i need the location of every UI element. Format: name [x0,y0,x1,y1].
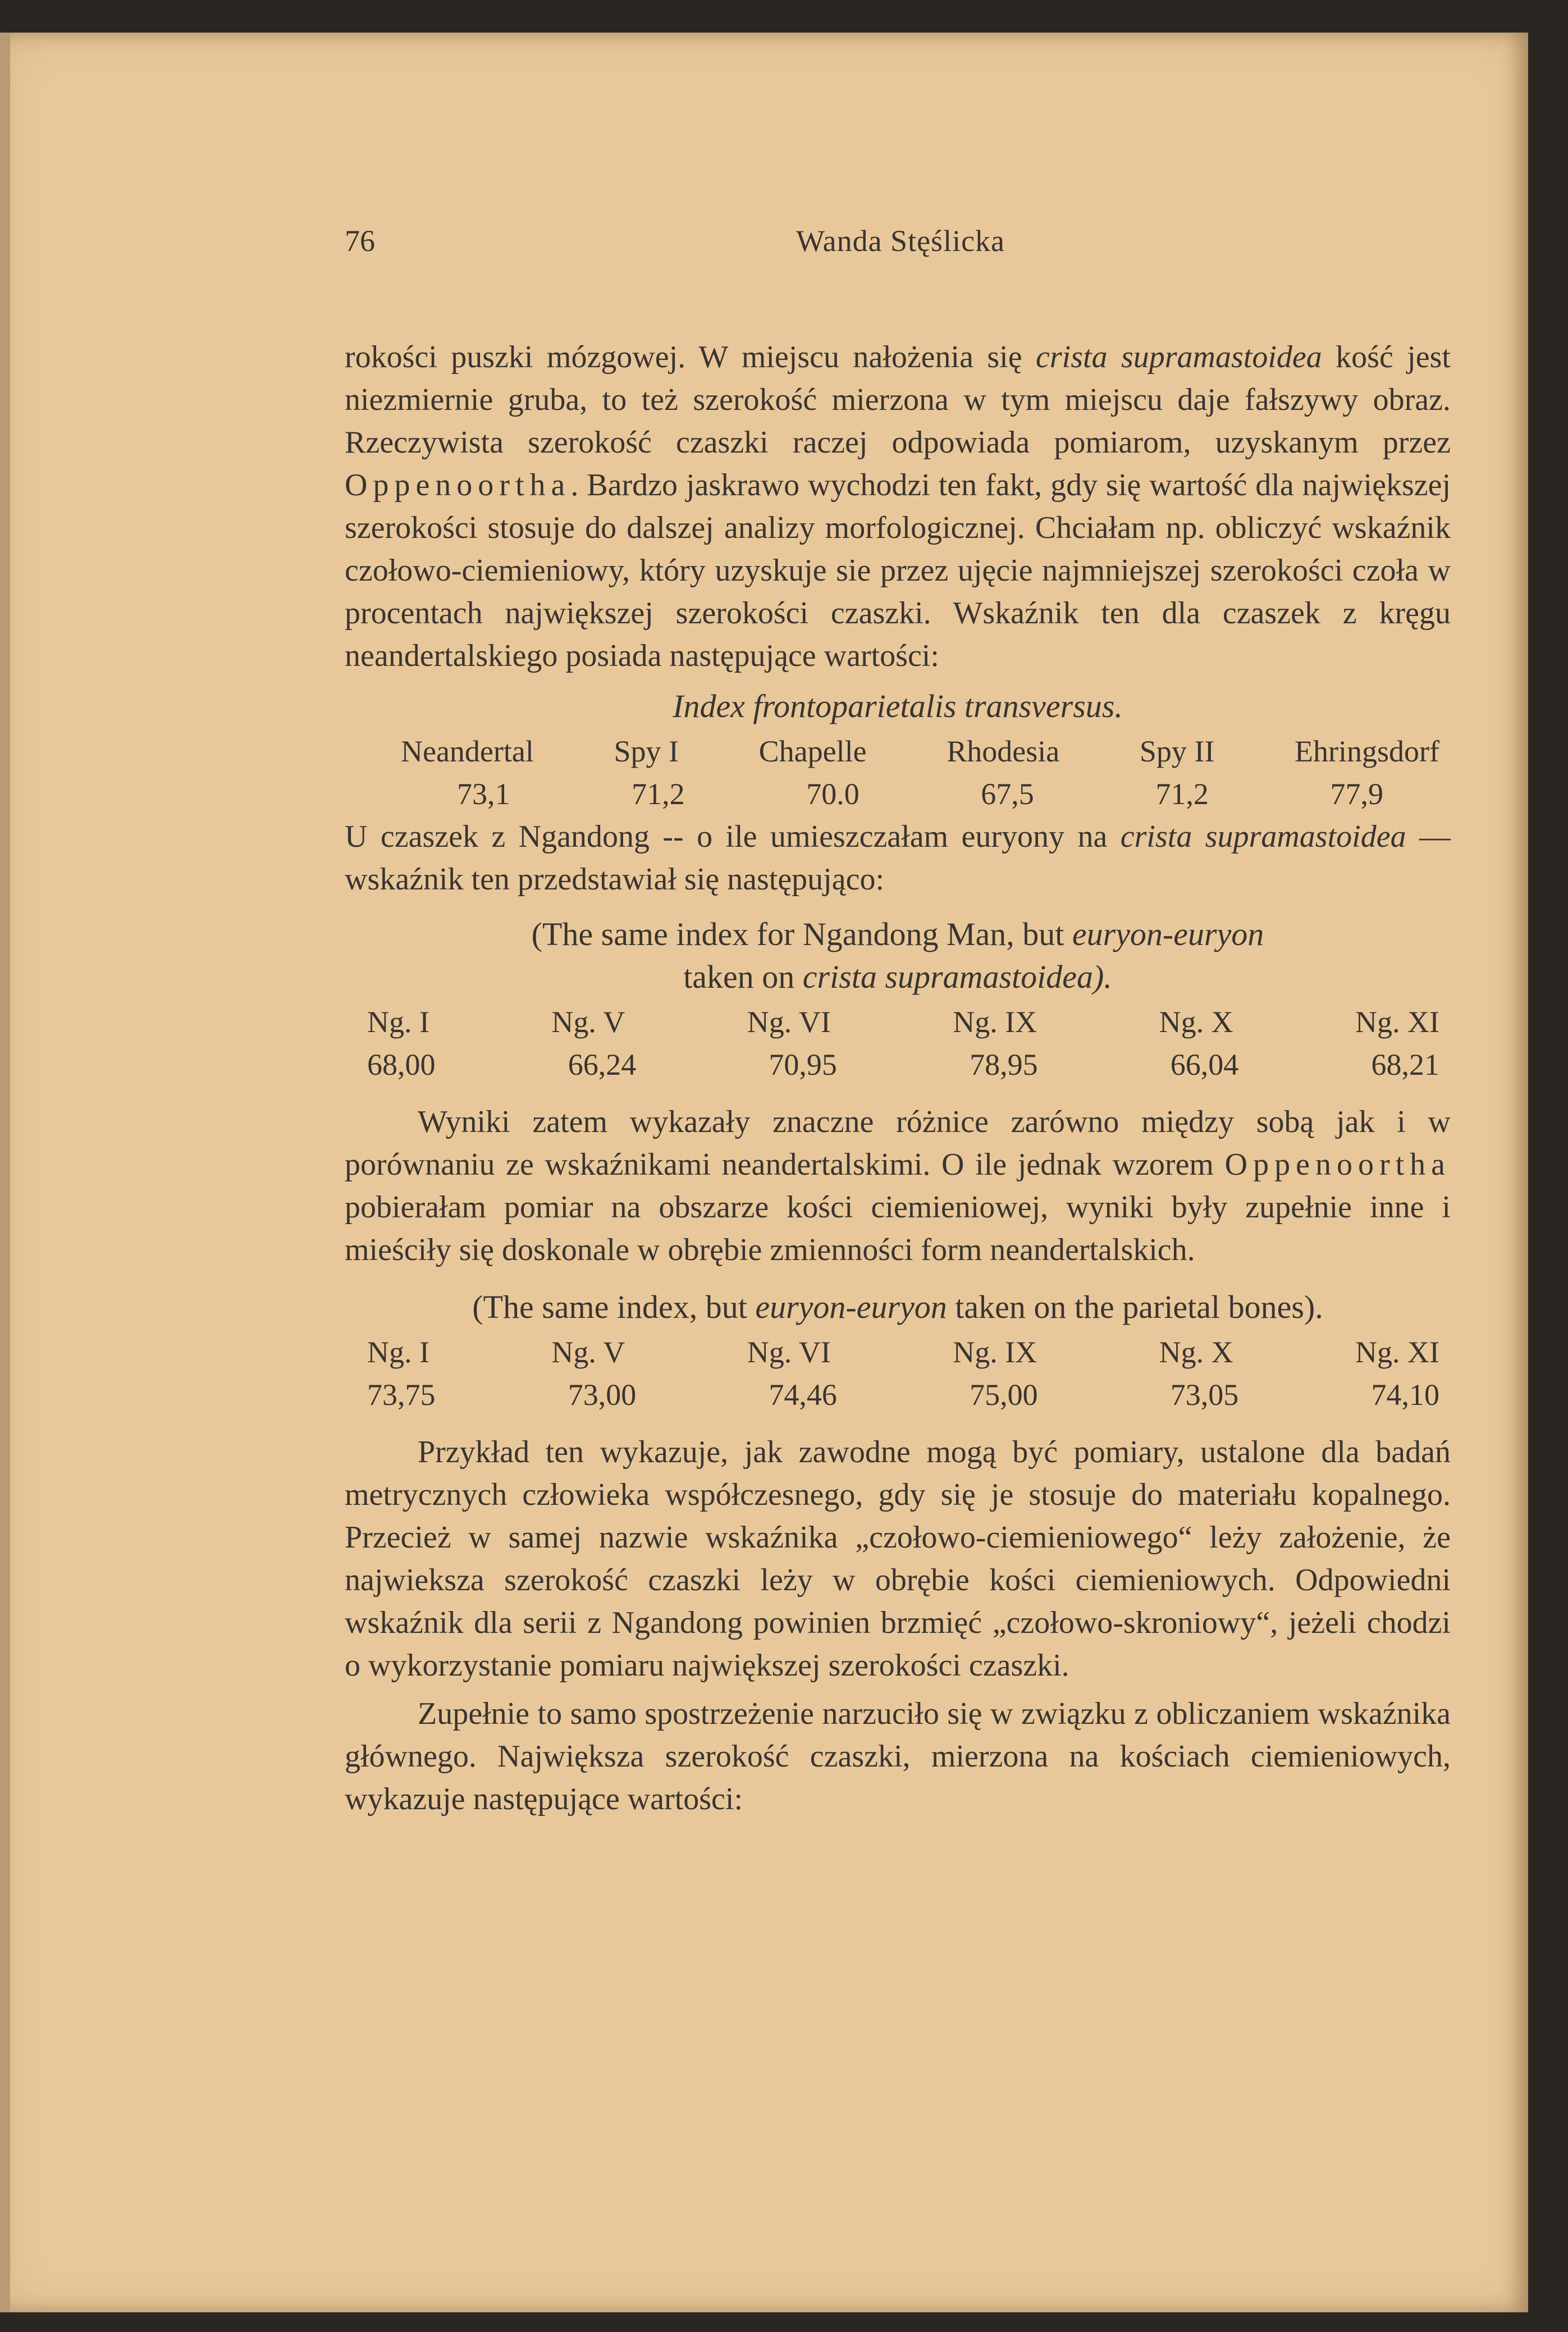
table-ngandong-2 [345,1331,1451,1416]
author-name-spaced: Oppenoortha [345,468,571,503]
table-header-row: Ng. I Ng. V Ng. VI Ng. IX Ng. X Ng. XI [367,1005,1439,1039]
paragraph-4: Przykład ten wykazuje, jak zawodne mogą być pomiary, ustalone dla badań metrycznych człowieka współczesnego, gdy się je stosuje do materiału kopalnego. Przecież w samej nazwie wskaźnika „czołowo-ciemieniowego“ leży założenie, że najwieksza szerokość czaszki leży w obrębie kości ciemieniowych. Odpowiedni wskaźnik dla serii z Ngandong powinien brzmięć „czołowo-skroniowy“, jeżeli chodzi o wykorzystanie pomiaru największej szerokości czaszki. [345,1435,1451,1683]
index-title: Index frontoparietalis transversus. [673,688,1123,724]
book-page [0,33,1528,2312]
table-value-row: 73,75 73,00 74,46 75,00 73,05 74,10 [367,1378,1439,1412]
table-frontoparietal [345,730,1451,815]
caption-ngandong-2: (The same index, but euryon-euryon taken on the parietal bones). [472,1289,1323,1325]
author-name-spaced: Oppenoortha [1224,1147,1451,1182]
table-value-row: 73,1 71,2 70.0 67,5 71,2 77,9 [457,777,1383,811]
table-header-row: Ng. I Ng. V Ng. VI Ng. IX Ng. X Ng. XI [367,1335,1439,1369]
paragraph-5: Zupełnie to samo spostrzeżenie narzuciło się w związku z obliczaniem wskaźnika głównego. Największa szerokość czaszki, mierzona na kościach ciemieniowych, wykazuje następujące wartości: [345,1696,1451,1817]
caption-ngandong-1: (The same index for Ngandong Man, but euryon-euryon taken on crista supramastoidea). [531,916,1264,995]
paragraph-2: U czaszek z Ngandong -- o ile umieszczałam euryony na crista supramastoidea — wskaźnik ten przedstawiał się następująco: [345,819,1451,897]
table-value-row: 68,00 66,24 70,95 78,95 66,04 68,21 [367,1048,1439,1081]
page-header [345,223,1456,268]
page-number: 76 [345,224,375,258]
table-header-row: Neandertal Spy I Chapelle Rhodesia Spy II Ehringsdorf [401,734,1439,768]
paragraph-1: rokości puszki mózgowej. W miejscu nałożenia się crista supramastoidea kość jest niezmiernie gruba, to też szerokość mierzona w tym miejscu daje fałszywy obraz. Rzeczywista szerokość czaszki raczej odpowiada pomiarom, uzyskanym przez Oppenoortha. Bardzo jaskrawo wychodzi ten fakt, gdy się wartość dla największej szerokości stosuje do dalszej analizy morfologicznej. Chciałam np. obliczyć wskaźnik czołowo-ciemieniowy, który uzyskuje sie przez ujęcie najmniejszej szerokości czoła w procentach największej szerokości czaszki. Wskaźnik ten dla czaszek z kręgu neandertalskiego posiada następujące wartości: [345,340,1451,673]
running-head-author: Wanda Stęślicka [796,224,1005,258]
table-ngandong-1 [345,1001,1451,1086]
paragraph-3: Wyniki zatem wykazały znaczne różnice zarówno między sobą jak i w porównaniu ze wskaźnikami neandertalskimi. O ile jednak wzorem Oppenoortha pobierałam pomiar na obszarze kości ciemieniowej, wyniki były zupełnie inne i mieściły się doskonale w obrębie zmienności form neandertalskich. [345,1105,1451,1267]
page-binding-edge [0,33,10,2312]
page-body [345,336,1451,1820]
